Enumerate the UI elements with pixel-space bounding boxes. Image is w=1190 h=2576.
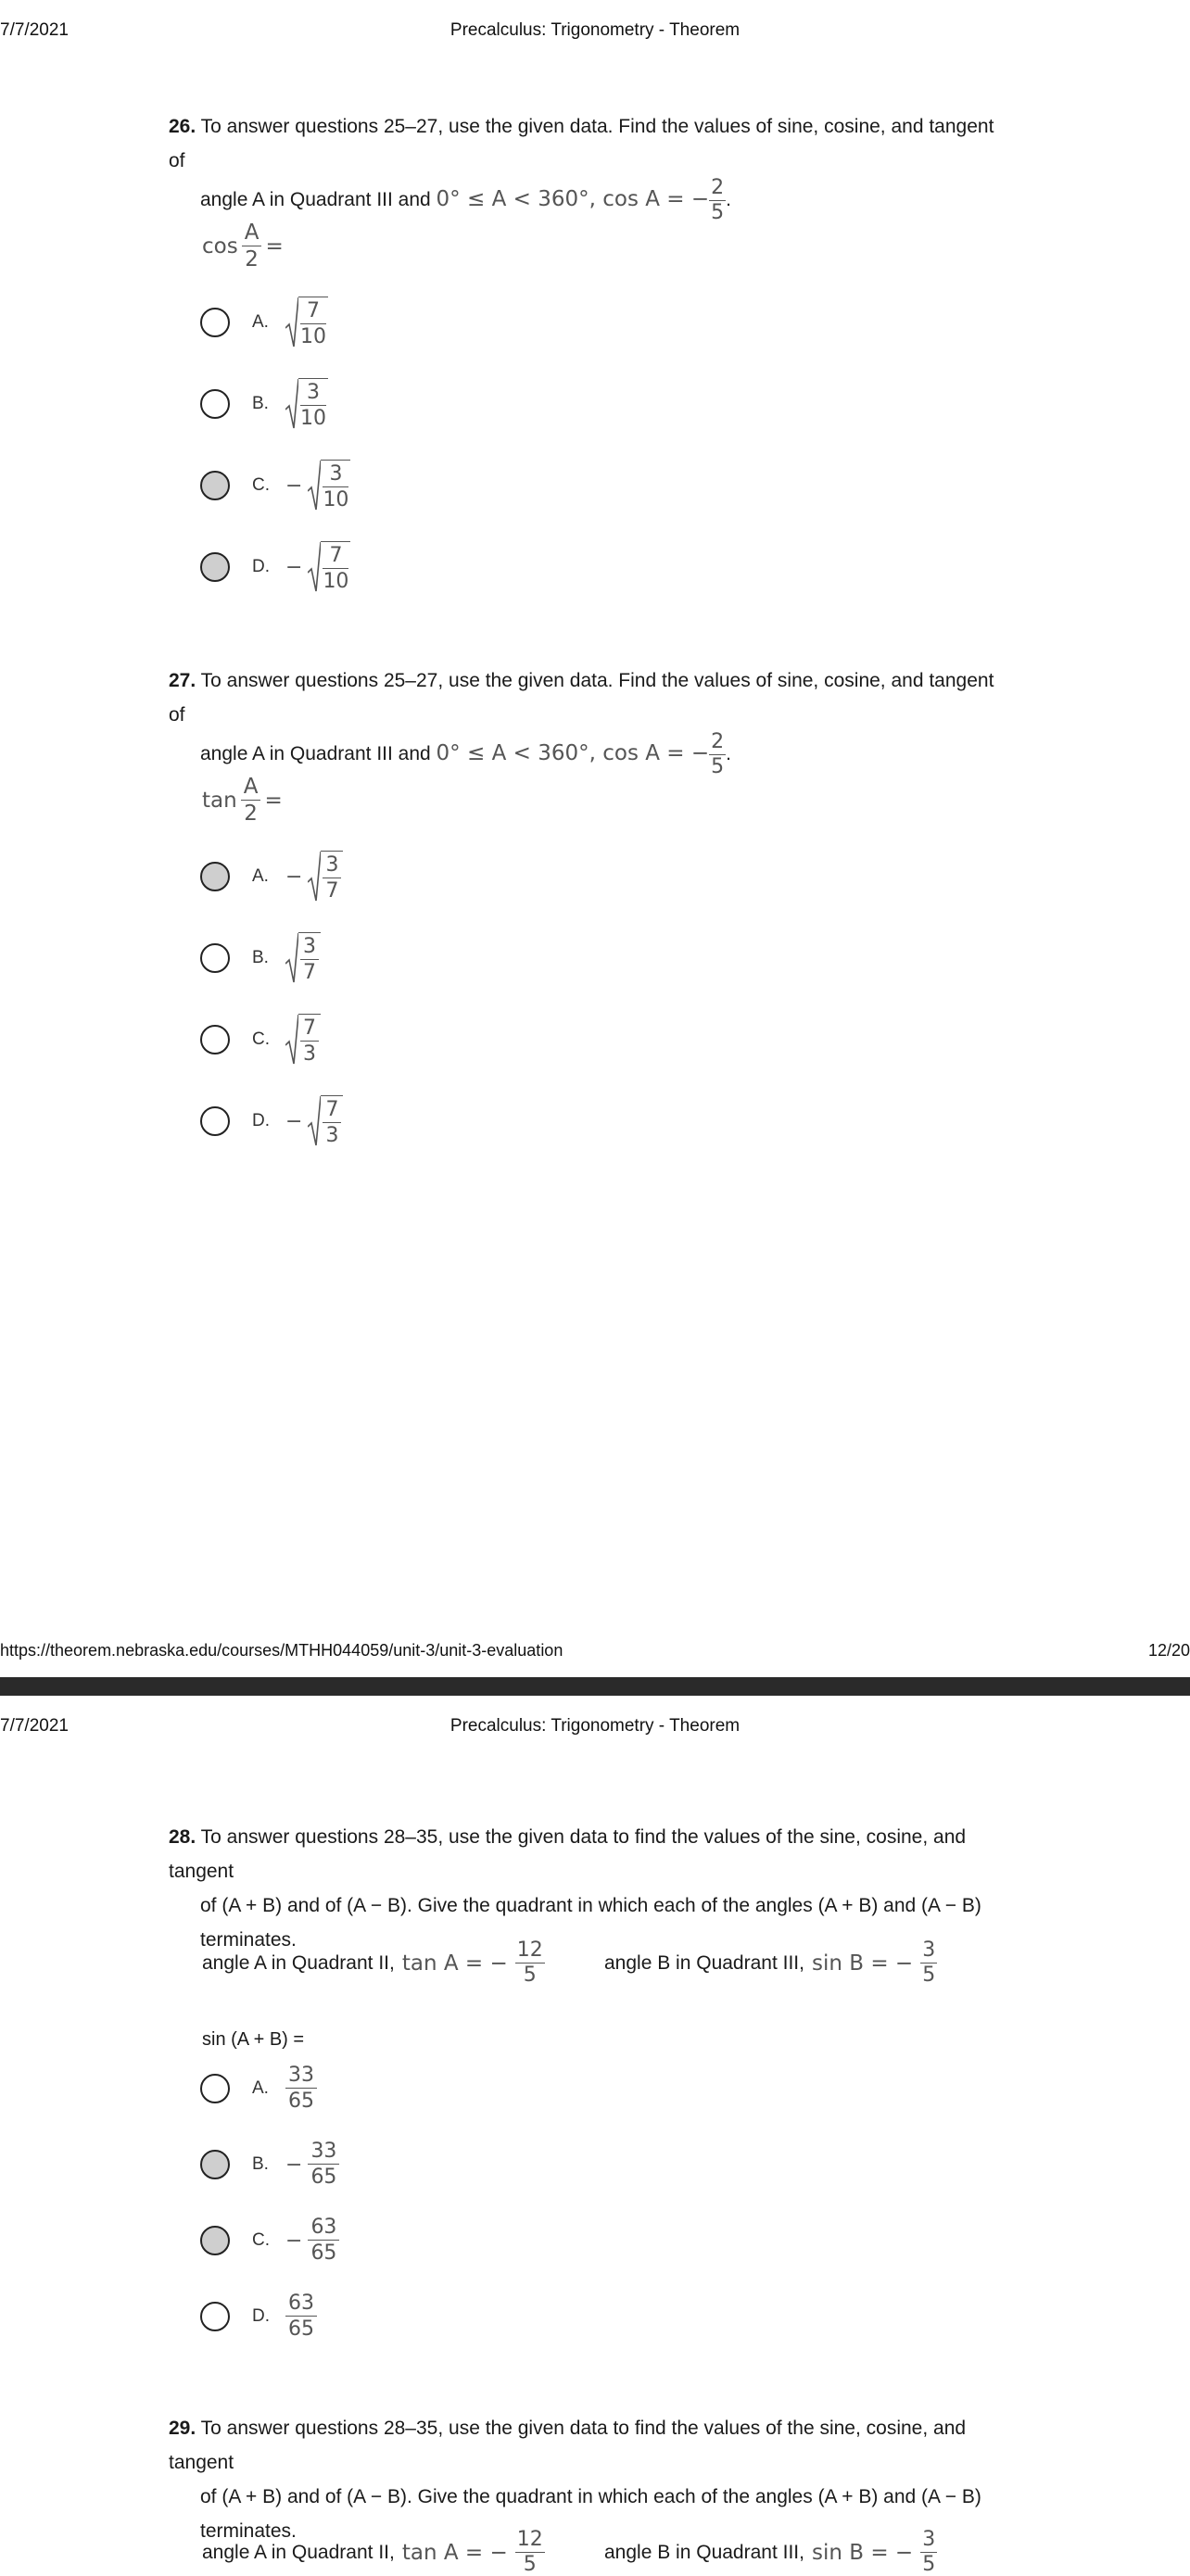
- question-line: To answer questions 25–27, use the given data. Find the values of sine, cosine, and tangent of: [169, 670, 994, 726]
- radicand: [321, 460, 350, 511]
- given-fraction: [515, 2530, 545, 2575]
- option-value: [285, 1095, 343, 1147]
- prompt-fraction: [241, 777, 261, 825]
- option-label: B.: [252, 948, 269, 967]
- option-value: [285, 2217, 339, 2264]
- page-divider: [0, 1677, 1190, 1696]
- fraction-numerator: 33: [308, 2141, 339, 2165]
- header-date: 7/7/2021: [0, 20, 69, 40]
- condition-fraction: [709, 178, 726, 223]
- square-root-icon: [308, 460, 350, 511]
- question-27-text: [169, 663, 1003, 777]
- fraction-numerator: 7: [323, 1100, 341, 1123]
- option-label: B.: [252, 2154, 269, 2174]
- answer-option-c[interactable]: [200, 1012, 321, 1067]
- fraction-numerator: 7: [300, 1018, 319, 1042]
- option-value: [285, 932, 321, 984]
- given-fraction: [920, 1940, 937, 1986]
- fraction-numerator: 3: [323, 464, 348, 487]
- option-label: C.: [252, 1029, 270, 1049]
- fraction-denominator: 2: [245, 247, 259, 271]
- answer-option-c[interactable]: [200, 458, 350, 513]
- radicand: [298, 297, 328, 348]
- negative-sign: −: [285, 2229, 303, 2253]
- option-label: C.: [252, 2230, 270, 2250]
- option-fraction: [308, 2217, 339, 2264]
- fraction-numerator: 3: [300, 383, 326, 406]
- square-root-icon: [285, 297, 328, 348]
- negative-sign: −: [285, 474, 303, 498]
- given-angle-b: [604, 2530, 937, 2575]
- given-fraction: [515, 1940, 545, 1986]
- negative-sign: −: [285, 1109, 303, 1133]
- prompt-fraction: [242, 222, 262, 271]
- answer-option-a[interactable]: [200, 849, 343, 904]
- option-label: A.: [252, 866, 269, 886]
- fraction-denominator: 5: [922, 2553, 936, 2576]
- option-fraction: [323, 1097, 341, 1147]
- fraction-denominator: 65: [310, 2166, 337, 2189]
- negative-sign: −: [285, 555, 303, 579]
- given-math: tan A = −: [401, 2540, 508, 2565]
- fraction-denominator: 7: [303, 960, 316, 984]
- radicand: [321, 1095, 343, 1147]
- fraction-denominator: 5: [711, 755, 725, 778]
- option-label: D.: [252, 557, 270, 576]
- prompt-function: cos: [202, 234, 238, 259]
- given-math: sin B = −: [811, 1951, 914, 1976]
- fraction-numerator: 33: [285, 2065, 317, 2089]
- fraction-denominator: 3: [325, 1123, 339, 1147]
- header-title: Precalculus: Trigonometry - Theorem: [449, 1716, 741, 1736]
- fraction-denominator: 65: [288, 2317, 314, 2341]
- option-fraction: [285, 2065, 317, 2112]
- answer-option-d[interactable]: [200, 539, 350, 595]
- fraction-denominator: 10: [300, 406, 326, 430]
- fraction-numerator: 3: [300, 937, 319, 960]
- question-line: [169, 178, 1003, 223]
- option-fraction: [323, 461, 349, 511]
- fraction-denominator: 3: [303, 1042, 316, 1066]
- question-28-prompt: sin (A + B) =: [202, 2029, 305, 2050]
- square-root-icon: [308, 541, 350, 593]
- radio-button[interactable]: [200, 2226, 230, 2255]
- fraction-denominator: 5: [523, 2553, 537, 2576]
- option-fraction: [285, 2293, 317, 2340]
- given-label: angle B in Quadrant III,: [604, 1951, 804, 1974]
- option-fraction: [300, 298, 326, 348]
- answer-option-d[interactable]: [200, 1093, 343, 1149]
- answer-option-b[interactable]: [200, 2137, 339, 2192]
- square-root-icon: [308, 851, 343, 903]
- fraction-denominator: 10: [323, 487, 349, 511]
- answer-option-b[interactable]: [200, 930, 321, 986]
- fraction-numerator: 3: [922, 1938, 936, 1962]
- fraction-denominator: 65: [288, 2090, 314, 2113]
- fraction-numerator: A: [242, 222, 262, 246]
- given-fraction: [920, 2530, 937, 2575]
- radio-button[interactable]: [200, 862, 230, 891]
- question-number: 26.: [169, 116, 196, 137]
- header-date: 7/7/2021: [0, 1716, 69, 1736]
- option-fraction: [300, 1018, 319, 1065]
- answer-option-a[interactable]: [200, 2061, 317, 2116]
- radicand: [298, 1014, 321, 1066]
- option-fraction: [308, 2141, 339, 2188]
- fraction-numerator: 63: [285, 2293, 317, 2317]
- answer-option-d[interactable]: [200, 2289, 317, 2344]
- radio-button[interactable]: [200, 471, 230, 500]
- given-label: angle A in Quadrant II,: [202, 2541, 395, 2563]
- footer-page-number: 12/20: [1147, 1641, 1190, 1660]
- option-fraction: [300, 934, 319, 984]
- given-math: tan A = −: [401, 1951, 508, 1976]
- radicand: [298, 932, 321, 984]
- given-angle-a: [202, 1940, 545, 1986]
- option-value: [285, 2065, 317, 2112]
- option-value: [285, 2293, 317, 2340]
- question-27-prompt: [202, 777, 283, 825]
- option-fraction: [323, 852, 341, 903]
- question-number: 28.: [169, 1826, 196, 1848]
- fraction-denominator: 7: [325, 878, 339, 903]
- radicand: [321, 541, 350, 593]
- page-2: [0, 1696, 1190, 2574]
- option-label: D.: [252, 2306, 270, 2326]
- option-label: C.: [252, 475, 270, 495]
- question-line-prefix: angle A in Quadrant III and: [200, 743, 431, 765]
- option-value: [285, 460, 350, 511]
- option-fraction: [300, 380, 326, 430]
- option-value: [285, 851, 343, 903]
- radio-button[interactable]: [200, 1025, 230, 1054]
- fraction-numerator: 7: [323, 546, 348, 569]
- given-math: sin B = −: [811, 2540, 914, 2565]
- fraction-numerator: A: [241, 777, 261, 801]
- fraction-denominator: 5: [523, 1964, 537, 1987]
- prompt-equals: =: [265, 234, 284, 259]
- radio-button[interactable]: [200, 308, 230, 337]
- radio-button[interactable]: [200, 2150, 230, 2179]
- question-26-prompt: [202, 222, 284, 271]
- question-line: of (A + B) and of (A − B). Give the quadrant in which each of the angles (A + B) and (A − B): [200, 2486, 981, 2507]
- question-line: To answer questions 28–35, use the given data to find the values of the sine, cosine, and tangent: [169, 1826, 967, 1882]
- question-line: [169, 732, 1003, 777]
- square-root-icon: [285, 1014, 321, 1066]
- fraction-numerator: 12: [516, 2528, 543, 2551]
- fraction-numerator: 2: [711, 176, 725, 199]
- given-angle-a: [202, 2530, 545, 2575]
- question-line: terminates.: [200, 1929, 297, 1951]
- fraction-denominator: 5: [711, 201, 725, 224]
- fraction-numerator: 3: [323, 855, 341, 878]
- given-label: angle B in Quadrant III,: [604, 2541, 804, 2563]
- fraction-denominator: 2: [244, 802, 258, 826]
- fraction-numerator: 12: [516, 1938, 543, 1962]
- fraction-numerator: 7: [300, 301, 326, 324]
- question-line: terminates.: [200, 2520, 297, 2542]
- square-root-icon: [285, 378, 328, 430]
- negative-sign: −: [285, 2153, 303, 2177]
- option-label: A.: [252, 312, 269, 332]
- question-number: 29.: [169, 2418, 196, 2439]
- condition-math: 0° ≤ A < 360°, cos A = −: [436, 741, 710, 766]
- condition-period: .: [726, 189, 731, 211]
- radio-button[interactable]: [200, 2302, 230, 2331]
- question-26-text: [169, 109, 1003, 223]
- option-label: A.: [252, 2078, 269, 2098]
- option-value: [285, 1014, 321, 1066]
- question-28-text: [169, 1820, 1003, 1957]
- radio-button[interactable]: [200, 1106, 230, 1136]
- given-angle-b: [604, 1940, 937, 1986]
- fraction-denominator: 5: [922, 1964, 936, 1987]
- negative-sign: −: [285, 865, 303, 889]
- header-title: Precalculus: Trigonometry - Theorem: [449, 20, 741, 40]
- question-line-prefix: angle A in Quadrant III and: [200, 189, 431, 211]
- option-value: [285, 2141, 339, 2188]
- condition-math: 0° ≤ A < 360°, cos A = −: [436, 187, 710, 212]
- option-value: [285, 297, 328, 348]
- option-label: B.: [252, 394, 269, 413]
- option-fraction: [323, 543, 349, 593]
- given-label: angle A in Quadrant II,: [202, 1951, 395, 1974]
- fraction-numerator: 3: [922, 2528, 936, 2551]
- radicand: [321, 851, 343, 903]
- prompt-function: tan: [202, 789, 237, 813]
- answer-option-a[interactable]: [200, 295, 328, 350]
- option-value: [285, 378, 328, 430]
- prompt-equals: =: [264, 789, 283, 813]
- answer-option-b[interactable]: [200, 376, 328, 432]
- condition-fraction: [709, 732, 726, 777]
- radio-button[interactable]: [200, 2074, 230, 2103]
- radio-button[interactable]: [200, 552, 230, 582]
- fraction-numerator: 2: [711, 730, 725, 753]
- footer-url[interactable]: https://theorem.nebraska.edu/courses/MTHH044059/unit-3/unit-3-evaluation: [0, 1641, 563, 1660]
- fraction-denominator: 65: [310, 2241, 337, 2265]
- answer-option-c[interactable]: [200, 2213, 339, 2268]
- fraction-denominator: 10: [323, 569, 349, 593]
- question-number: 27.: [169, 670, 196, 691]
- radio-button[interactable]: [200, 389, 230, 419]
- option-label: D.: [252, 1111, 270, 1130]
- question-line: To answer questions 25–27, use the given data. Find the values of sine, cosine, and tangent of: [169, 116, 994, 171]
- option-value: [285, 541, 350, 593]
- question-29-text: [169, 2411, 1003, 2548]
- square-root-icon: [308, 1095, 343, 1147]
- condition-period: .: [726, 743, 731, 765]
- fraction-denominator: 10: [300, 324, 326, 348]
- question-line: To answer questions 28–35, use the given data to find the values of the sine, cosine, and tangent: [169, 2418, 967, 2473]
- square-root-icon: [285, 932, 321, 984]
- radio-button[interactable]: [200, 943, 230, 973]
- question-line: of (A + B) and of (A − B). Give the quadrant in which each of the angles (A + B) and (A − B): [200, 1895, 981, 1916]
- fraction-numerator: 63: [308, 2217, 339, 2241]
- radicand: [298, 378, 328, 430]
